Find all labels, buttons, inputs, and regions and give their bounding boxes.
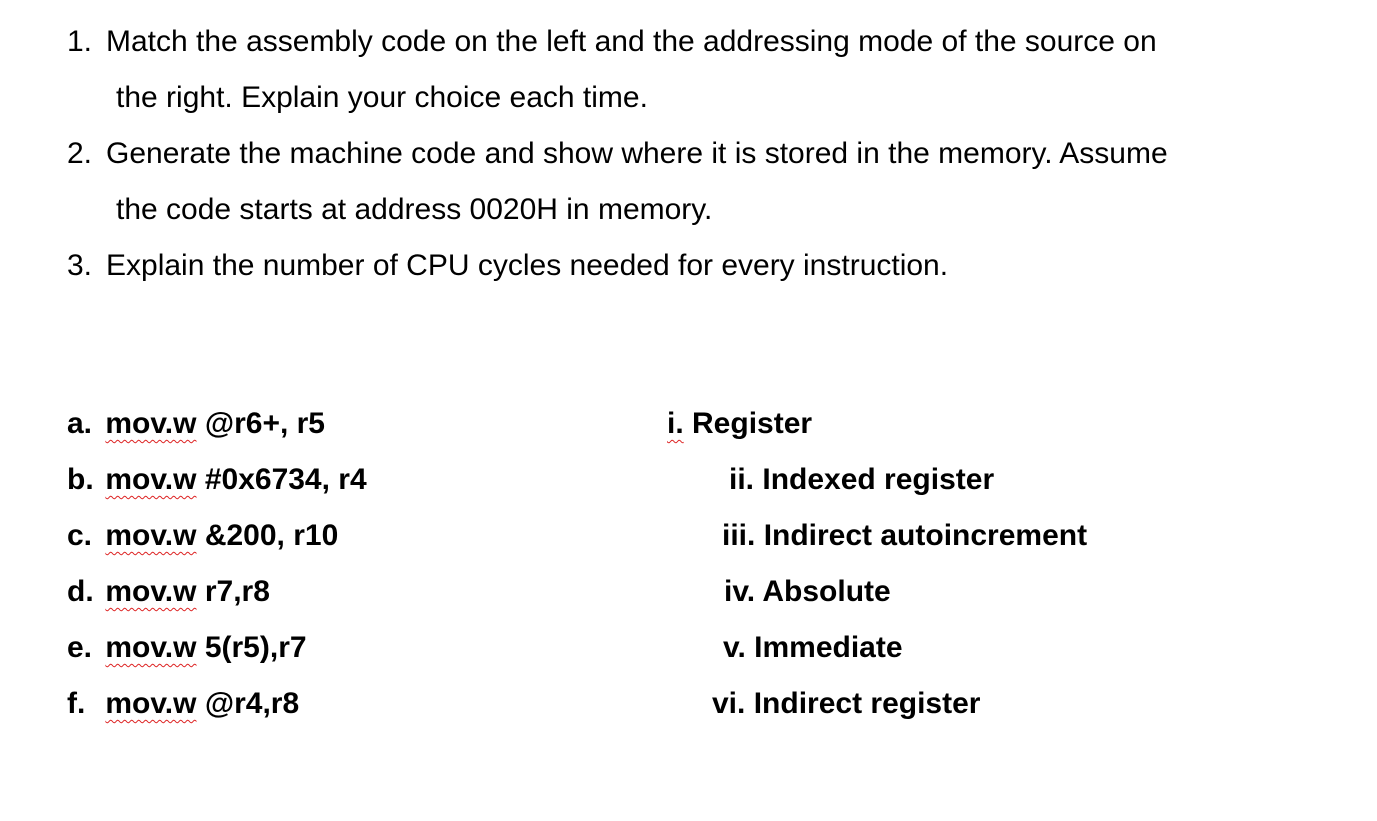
code-letter: e.	[67, 631, 93, 664]
instruction-number: 1.	[67, 25, 93, 58]
code-item-b	[67, 452, 367, 508]
code-mnemonic: mov.w	[105, 407, 197, 440]
code-letter: b.	[67, 463, 94, 496]
code-item-a	[67, 396, 367, 452]
code-mnemonic: mov.w	[105, 575, 197, 608]
mode-item-v	[723, 620, 903, 676]
mode-label: Register	[692, 407, 813, 440]
instruction-line-2: the right. Explain your choice each time.	[116, 81, 648, 114]
instruction-text	[106, 14, 1327, 126]
code-item-e	[67, 620, 367, 676]
instruction-item-3	[67, 238, 1327, 294]
code-mnemonic: mov.w	[105, 687, 197, 720]
code-operands: @r4,r8	[204, 687, 300, 720]
instruction-line-1: Match the assembly code on the left and the addressing mode of the source on	[106, 25, 1157, 58]
instruction-number: 2.	[67, 137, 93, 170]
mode-item-iv	[724, 564, 891, 620]
code-mnemonic: mov.w	[105, 463, 197, 496]
instruction-line-2: the code starts at address 0020H in memory.	[116, 193, 713, 226]
mode-numeral: ii.	[729, 463, 755, 496]
instruction-line-1: Explain the number of CPU cycles needed for every instruction.	[106, 249, 949, 282]
code-operands: &200, r10	[204, 519, 339, 552]
mode-item-iii	[722, 508, 1087, 564]
instruction-item-1	[67, 14, 1327, 126]
mode-label: Indirect autoincrement	[763, 519, 1088, 552]
instruction-text	[106, 238, 1327, 294]
mode-numeral: iii.	[722, 519, 756, 552]
instruction-item-2	[67, 126, 1327, 238]
code-letter: f.	[67, 687, 86, 720]
mode-label: Indexed register	[762, 463, 995, 496]
code-letter: d.	[67, 575, 94, 608]
code-item-c	[67, 508, 367, 564]
mode-item-i	[667, 396, 812, 452]
code-mnemonic: mov.w	[105, 631, 197, 664]
code-operands: #0x6734, r4	[204, 463, 367, 496]
code-mnemonic: mov.w	[105, 519, 197, 552]
mode-label: Absolute	[762, 575, 891, 608]
mode-label: Immediate	[754, 631, 903, 664]
code-operands: r7,r8	[204, 575, 270, 608]
code-letter: a.	[67, 407, 93, 440]
mode-numeral: vi.	[712, 687, 746, 720]
mode-label: Indirect register	[753, 687, 981, 720]
code-letter: c.	[67, 519, 93, 552]
mode-numeral: v.	[723, 631, 746, 664]
instructions-list	[67, 14, 1327, 294]
instruction-text	[106, 126, 1327, 238]
code-item-f	[67, 676, 367, 732]
mode-item-vi	[712, 676, 980, 732]
instruction-line-1: Generate the machine code and show where it is stored in the memory. Assume	[106, 137, 1168, 170]
assembly-code-list	[67, 396, 367, 732]
mode-numeral: iv.	[724, 575, 756, 608]
code-operands: @r6+, r5	[204, 407, 325, 440]
code-operands: 5(r5),r7	[204, 631, 307, 664]
code-item-d	[67, 564, 367, 620]
mode-item-ii	[729, 452, 994, 508]
mode-numeral: i.	[667, 407, 684, 440]
instruction-number: 3.	[67, 249, 93, 282]
